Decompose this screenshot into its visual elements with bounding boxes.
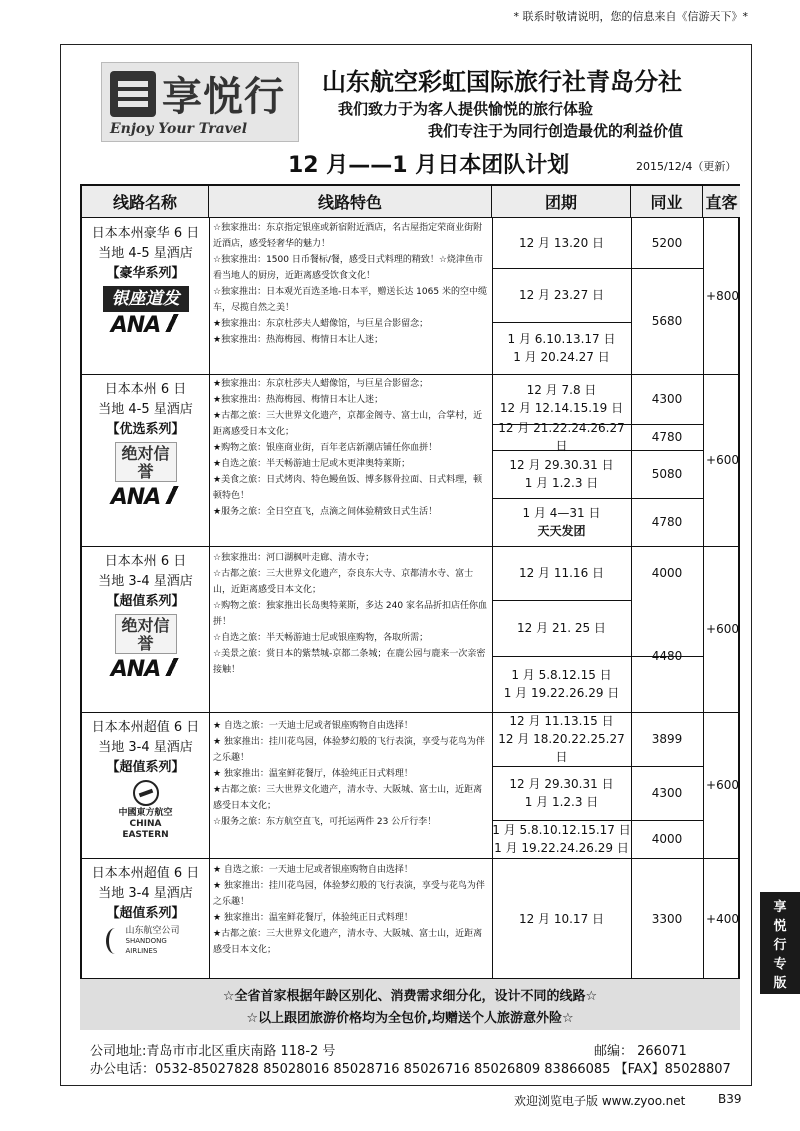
brand-badge: 绝对信誉: [115, 614, 177, 654]
feature-line: ☆美景之旅：赏日本的紫禁城-京都二条城；在鹿公园与鹿来一次亲密接触！: [213, 649, 486, 675]
route-hotel: 当地 4-5 星酒店: [98, 402, 193, 417]
feature-line: ★服务之旅：全日空直飞，点滴之间体验精致日式生活！: [213, 507, 438, 517]
peer-price: 4780: [651, 430, 683, 444]
route-title: 日本本州豪华 6 日: [91, 226, 200, 241]
tour-date: [492, 656, 631, 712]
slogan-2: 我们专注于为同行创造最优的利益价值: [428, 122, 684, 140]
date-text: 12 月 29.30.31 日: [509, 458, 614, 472]
header-tour-date: 团期: [492, 186, 631, 218]
tour-date: [492, 712, 631, 766]
feature-line: ★独家推出：热海梅园、梅情日本让人迷；: [213, 335, 384, 345]
header-direct-price: 直客: [703, 186, 740, 218]
header-route-name: 线路名称: [82, 186, 209, 218]
feature-line: ★古都之旅：三大世界文化遗产，清水寺、大阪城、富士山，近距离感受日本文化；: [213, 785, 483, 811]
route-hotel: 当地 3-4 星酒店: [98, 574, 193, 589]
feature-line: ☆独家推出：河口湖枫叶走廊、清水寺；: [213, 553, 375, 563]
ana-logo: ANA: [103, 658, 189, 682]
peer-price: 4300: [651, 786, 683, 800]
feature-line: ★美食之旅：日式烤肉、特色鳗鱼饭、博多豚骨拉面、日式料理，顿顿特色！: [213, 475, 483, 501]
route-title: 日本本州超值 6 日: [91, 720, 200, 735]
date-text: 1 月 19.22.26.29 日: [503, 686, 620, 700]
header-peer-price: 同业: [631, 186, 703, 218]
side-tab-char: 行: [773, 938, 787, 953]
logo-text: 享悦行: [162, 74, 285, 120]
slogan-1: 我们致力于为客人提供愉悦的旅行体验: [338, 100, 594, 118]
route-name-5: [82, 864, 209, 960]
side-tab-char: 悦: [773, 919, 787, 934]
company-address: 公司地址:青岛市市北区重庆南路 118-2 号: [90, 1044, 336, 1059]
peer-price: 4480: [651, 649, 683, 663]
direct-price: +600: [706, 622, 739, 636]
tour-date: [492, 374, 631, 424]
date-text: 天天发团: [537, 524, 586, 538]
route-series: 【优选系列】: [106, 422, 185, 437]
route-features-5: [210, 862, 492, 958]
feature-line: ☆独家推出：东京指定银座或新宿附近酒店，名古屋指定荣商业街附近酒店，感受轻奢华的魅力！: [213, 223, 483, 249]
route-title: 日本本州 6 日: [104, 554, 187, 569]
feature-line: ★独家推出：东京杜莎夫人蜡像馆，与巨星合影留念；: [213, 379, 429, 389]
feature-line: ☆购物之旅：独家推出长岛奥特莱斯，多达 240 家名品折扣店任你血拼！: [213, 601, 487, 627]
date-text: 12 月 11.13.15 日: [509, 714, 614, 728]
date-text: 12 月 21. 25 日: [517, 621, 606, 635]
table-footer: [80, 978, 740, 1030]
feature-line: ☆独家推出：1500 日币餐标/餐，感受日式料理的精致！☆烧津鱼市看当地人的厨房，近距离感受饮食文化！: [213, 255, 483, 281]
tour-date: [492, 421, 631, 453]
peer-price: 4780: [651, 515, 683, 529]
direct-price: +600: [706, 453, 739, 467]
date-text: 12 月 10.17 日: [518, 912, 605, 926]
feature-line: ★ 独家推出：挂川花鸟园，体验梦幻般的飞行表演，享受与花鸟为伴之乐趣！: [213, 881, 485, 907]
tour-date: [492, 322, 631, 374]
date-text: 1 月 5.8.12.15 日: [511, 668, 612, 682]
feature-line: ★独家推出：热海梅园、梅情日本让人迷；: [213, 395, 384, 405]
feature-line: ☆独家推出：日本观光百选圣地-日本平，赠送长达 1065 米的空中缆车，尽揽自然之美！: [213, 287, 487, 313]
postal-code: 邮编： 266071: [594, 1044, 687, 1059]
shandong-airlines-icon: [106, 928, 124, 954]
date-text: 12 月 11.16 日: [518, 566, 605, 580]
route-features-4: [210, 718, 492, 830]
company-logo: [101, 62, 299, 142]
route-hotel: 当地 4-5 星酒店: [98, 246, 193, 261]
logo-en: SHANDONG AIRLINES: [125, 937, 167, 955]
logo-mark-icon: [110, 71, 156, 117]
source-note: * 联系时敬请说明，您的信息来自《信游天下》*: [513, 10, 748, 23]
route-features-1: [210, 220, 492, 348]
feature-line: ★ 独家推出：挂川花鸟园，体验梦幻般的飞行表演，享受与花鸟为伴之乐趣！: [213, 737, 485, 763]
feature-line: ★ 自选之旅：一天迪士尼或者银座购物自由选择！: [213, 865, 413, 875]
route-series: 【超值系列】: [106, 760, 185, 775]
date-text: 1 月 20.24.27 日: [513, 350, 610, 364]
direct-price: +400: [706, 912, 739, 926]
feature-line: ☆古都之旅：三大世界文化遗产，奈良东大寺、京都清水寺、富士山，近距离感受日本文化；: [213, 569, 474, 595]
feature-line: ★购物之旅：银座商业街，百年老店新潮店铺任你血拼！: [213, 443, 438, 453]
route-name-4: [82, 718, 209, 844]
route-name-3: [82, 552, 209, 683]
feature-line: ★ 独家推出：温室鲜花餐厅，体验纯正日式料理！: [213, 769, 413, 779]
date-text: 12 月 7.8 日: [526, 383, 597, 397]
date-text: 12 月 12.14.15.19 日: [499, 401, 624, 415]
date-text: 1 月 1.2.3 日: [524, 476, 599, 490]
route-series: 【豪华系列】: [106, 266, 185, 281]
route-features-2: [210, 376, 492, 520]
date-text: 12 月 18.20.22.25.27 日: [498, 732, 625, 764]
feature-line: ☆服务之旅：东方航空直飞，可托运两件 23 公斤行李！: [213, 817, 437, 827]
date-text: 1 月 4—31 日: [522, 506, 601, 520]
route-name-2: [82, 380, 209, 511]
date-text: 12 月 23.27 日: [518, 288, 605, 302]
plan-title: 12 月——1 月日本团队计划: [288, 153, 570, 178]
header-route-feature: 线路特色: [209, 186, 492, 218]
route-hotel: 当地 3-4 星酒店: [98, 886, 193, 901]
feature-line: ★ 独家推出：温室鲜花餐厅，体验纯正日式料理！: [213, 913, 413, 923]
brand-badge: 银座道发: [103, 286, 189, 312]
date-text: 1 月 1.2.3 日: [524, 795, 599, 809]
feature-line: ★独家推出：东京杜莎夫人蜡像馆，与巨星合影留念；: [213, 319, 429, 329]
logo-en: CHINA EASTERN: [122, 819, 169, 840]
ana-logo: ANA: [103, 486, 189, 510]
date-text: 1 月 6.10.13.17 日: [507, 332, 616, 346]
peer-price: 4300: [651, 392, 683, 406]
footer-note-1: ☆全省首家根据年龄区别化、消费需求细分化，设计不同的线路☆: [222, 989, 598, 1004]
side-tab-char: 享: [773, 900, 787, 915]
feature-line: ★ 自选之旅：一天迪士尼或者银座购物自由选择！: [213, 721, 413, 731]
company-name: 山东航空彩虹国际旅行社青岛分社: [322, 68, 682, 96]
peer-price: 4000: [651, 566, 683, 580]
update-date: 2015/12/4（更新）: [636, 160, 737, 173]
side-tab-char: 专: [773, 957, 787, 972]
route-name-1: [82, 224, 209, 339]
route-title: 日本本州超值 6 日: [91, 866, 200, 881]
ana-logo: ANA: [103, 314, 189, 338]
tour-date: [492, 858, 631, 980]
page-number: B39: [718, 1092, 742, 1106]
peer-price: 5680: [651, 314, 683, 328]
route-series: 【超值系列】: [106, 594, 185, 609]
shandong-airlines-logo: [104, 926, 188, 958]
side-tab-char: 版: [773, 976, 787, 991]
tour-table: [80, 184, 740, 1030]
tour-date: [492, 218, 631, 268]
brand-badge: 绝对信誉: [115, 442, 177, 482]
china-eastern-logo: [106, 780, 186, 840]
tour-date: [492, 268, 631, 322]
route-title: 日本本州 6 日: [104, 382, 187, 397]
china-eastern-icon: [133, 780, 159, 806]
feature-line: ☆自选之旅：半天畅游迪士尼或银座购物，各取所需；: [213, 633, 429, 643]
direct-price: +800: [706, 289, 739, 303]
feature-line: ★古都之旅：三大世界文化遗产，京都金阁寺、富士山，合掌村，近距离感受日本文化；: [213, 411, 483, 437]
side-tab: [760, 892, 800, 994]
logo-cn: 山东航空公司: [125, 926, 180, 936]
logo-subtitle: Enjoy Your Travel: [110, 121, 248, 137]
footer-note-2: ☆以上跟团旅游价格均为全包价,均赠送个人旅游意外险☆: [246, 1011, 574, 1026]
route-features-3: [210, 550, 492, 678]
tour-date: [492, 820, 631, 858]
route-hotel: 当地 3-4 星酒店: [98, 740, 193, 755]
tour-date: [492, 498, 631, 546]
tour-date: [492, 600, 631, 656]
date-text: 12 月 13.20 日: [518, 236, 605, 250]
peer-price: 3899: [651, 732, 683, 746]
date-text: 12 月 21.22.24.26.27 日: [498, 421, 625, 453]
feature-line: ★古都之旅：三大世界文化遗产，清水寺、大阪城、富士山，近距离感受日本文化；: [213, 929, 483, 955]
date-text: 12 月 29.30.31 日: [509, 777, 614, 791]
tour-date: [492, 546, 631, 600]
peer-price: 4000: [651, 832, 683, 846]
peer-price: 5200: [651, 236, 683, 250]
peer-price: 5080: [651, 467, 683, 481]
date-text: 1 月 19.22.24.26.29 日: [494, 841, 629, 855]
peer-price: 3300: [651, 912, 683, 926]
office-phone: 办公电话：0532-85027828 85028016 85028716 85026716 85026809 83866085 【FAX】85028807: [90, 1062, 731, 1077]
route-series: 【超值系列】: [106, 906, 185, 921]
feature-line: ★自选之旅：半天畅游迪士尼或木更津奥特莱斯；: [213, 459, 411, 469]
direct-price: +600: [706, 778, 739, 792]
date-text: 1 月 5.8.10.12.15.17 日: [492, 823, 631, 837]
logo-cn: 中國東方航空: [118, 808, 173, 818]
tour-date: [492, 450, 631, 498]
website-note: 欢迎浏览电子版 www.zyoo.net: [514, 1094, 686, 1108]
tour-date: [492, 766, 631, 820]
